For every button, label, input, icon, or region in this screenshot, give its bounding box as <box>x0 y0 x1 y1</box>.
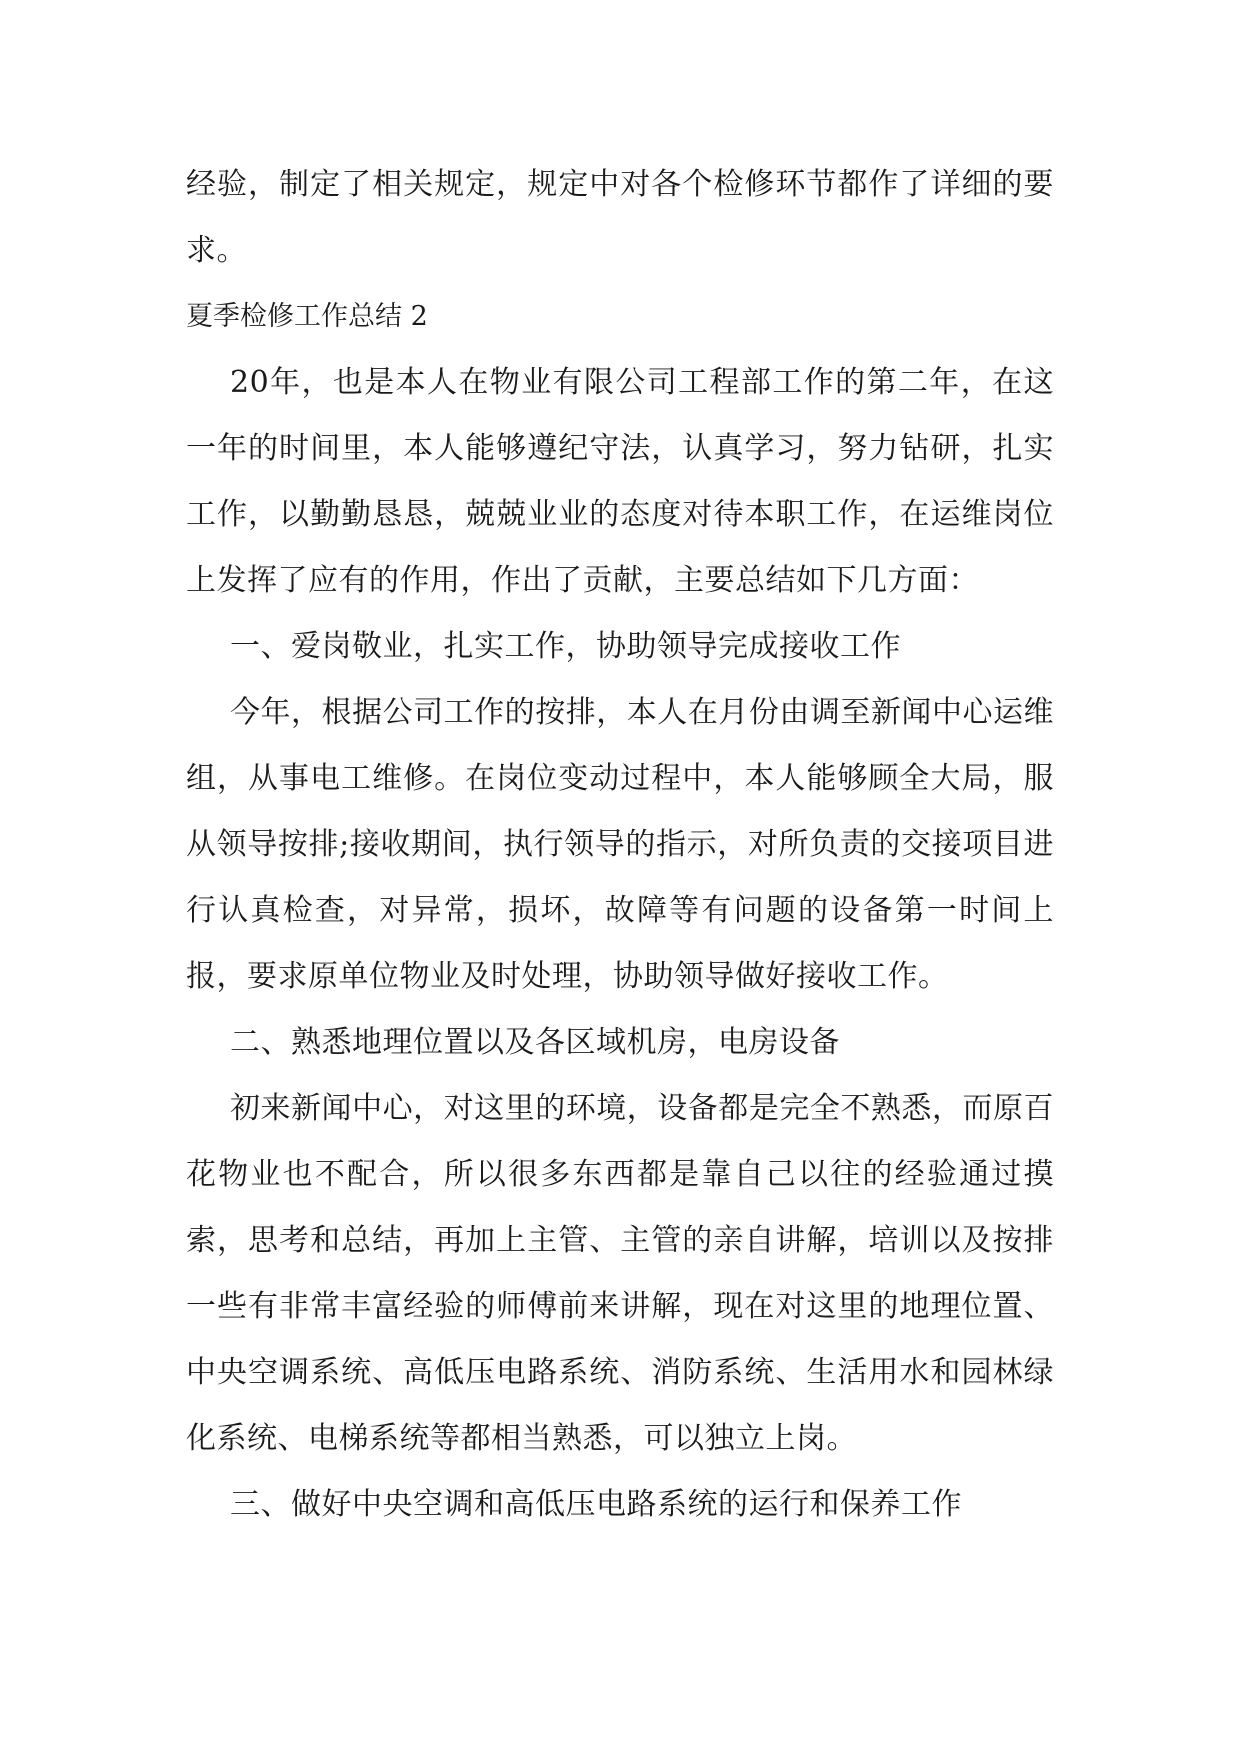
document-body <box>186 152 1054 1538</box>
paragraph-intro: 20年，也是本人在物业有限公司工程部工作的第二年，在这一年的时间里，本人能够遵纪守法，认真学习，努力钻研，扎实工作，以勤勤恳恳，兢兢业业的态度对待本职工作，在运维岗位上发挥了应有的作用，作出了贡献，主要总结如下几方面： <box>186 365 1054 598</box>
heading-one: 一、爱岗敬业，扎实工作，协助领导完成接收工作 <box>230 629 901 664</box>
heading-two: 二、熟悉地理位置以及各区域机房，电房设备 <box>230 1025 840 1060</box>
paragraph-one: 今年，根据公司工作的按排，本人在月份由调至新闻中心运维组，从事电工维修。在岗位变动过程中，本人能够顾全大局，服从领导按排;接收期间，执行领导的指示，对所负责的交接项目进行认真检查，对异常，损坏，故障等有问题的设备第一时间上报，要求原单位物业及时处理，协助领导做好接收工作。 <box>186 695 1054 994</box>
paragraph-two: 初来新闻中心，对这里的环境，设备都是完全不熟悉，而原百花物业也不配合，所以很多东西都是靠自己以往的经验通过摸索，思考和总结，再加上主管、主管的亲自讲解，培训以及按排一些有非常丰富经验的师傅前来讲解，现在对这里的地理位置、中央空调系统、高低压电路系统、消防系统、生活用水和园林绿化系统、电梯系统等都相当熟悉，可以独立上岗。 <box>186 1091 1054 1456</box>
paragraph-continued: 经验，制定了相关规定，规定中对各个检修环节都作了详细的要求。 <box>186 167 1054 268</box>
heading-three: 三、做好中央空调和高低压电路系统的运行和保养工作 <box>230 1487 962 1522</box>
section-title: 夏季检修工作总结 2 <box>186 301 428 332</box>
